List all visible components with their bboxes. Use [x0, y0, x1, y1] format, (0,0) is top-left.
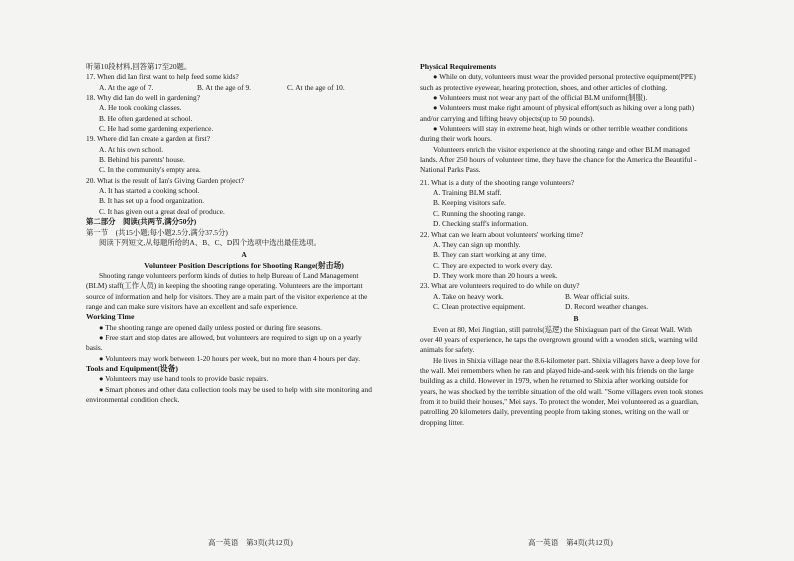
- passage-b-text: [420, 325, 732, 428]
- reading-instruction: 阅读下列短文,从每题所给的A、B、C、D四个选项中选出最佳选项。: [99, 237, 321, 247]
- left-column: [86, 62, 402, 405]
- bullet-line: ● While on duty, volunteers must wear the provided personal protective equipment(PPE): [433, 72, 696, 82]
- paragraph-line: over 40 years of experience, he taps the overgrown ground with a wooden stick, warning wild: [420, 334, 698, 344]
- bullet-line: environmental condition check.: [86, 395, 180, 404]
- answer-option: A. He took cooking classes.: [99, 103, 182, 113]
- question-stem: 21. What is a duty of the shooting range volunteers?: [420, 177, 575, 187]
- bullet-line: lands. After 250 hours of volunteer time, they have the chance for the America the Beautiful -: [420, 155, 697, 165]
- question-stem: 20. What is the result of Ian's Giving Garden project?: [86, 175, 244, 185]
- paragraph-line: source of information and help for visitors. They are a main part of the visitor experience at the: [86, 291, 368, 301]
- right-page-footer: 高一英语 第4页(共12页): [528, 538, 613, 547]
- part2-title: 第二部分 阅读(共两节,满分50分): [86, 217, 197, 227]
- question-stem: 17. When did Ian first want to help feed some kids?: [86, 72, 239, 82]
- left-questions: [86, 72, 402, 217]
- paragraph-line: the wall. Mei remembers when he ran and played hide-and-seek with his friends on the large: [420, 365, 694, 375]
- bullet-line: such as protective eyewear, hearing protection, shoes, and other articles of clothing.: [420, 82, 668, 92]
- paragraph-line: from it to build their houses," Mei says. To protect the wonder, Mei volunteered as a guardian,: [420, 397, 699, 406]
- answer-option: B. They can start working at any time.: [433, 250, 547, 260]
- section1-title: 第一节 (共15小题;每小题2.5分,满分37.5分): [86, 227, 228, 237]
- answer-option: C. It has given out a great deal of produce.: [99, 206, 225, 216]
- tools-heading: Tools and Equipment(设备): [86, 363, 179, 373]
- answer-option: B. Behind his parents' house.: [99, 155, 185, 165]
- working-time-list: [86, 323, 402, 364]
- right-questions: [420, 178, 732, 312]
- paragraph-line: dropping litter.: [420, 417, 464, 427]
- answer-option: C. At the age of 10.: [287, 82, 345, 92]
- bullet-line: ● Free start and stop dates are allowed, but volunteers are required to sign up on a yearly: [99, 332, 362, 342]
- answer-option: C. They are expected to work every day.: [433, 260, 553, 270]
- passage-b-letter: B: [573, 314, 579, 324]
- answer-option: B. It has set up a food organization.: [99, 196, 205, 206]
- bullet-line: during their work hours.: [420, 134, 492, 144]
- answer-option: A. At the age of 7.: [99, 82, 154, 92]
- right-column: [420, 62, 732, 428]
- paragraph-line: patrolling 20 kilometers daily, preventing people from taking stones, writing on the wall or: [420, 407, 689, 417]
- option-row: [420, 292, 732, 302]
- bullet-line: ● Volunteers may use hand tools to provide basic repairs.: [99, 374, 269, 384]
- paragraph-line: years, he was shocked by the terrible situation of the old wall. "Some villagers even took stones: [420, 386, 703, 396]
- left-page-footer: 高一英语 第3页(共12页): [208, 538, 293, 547]
- bullet-line: ● The shooting range are opened daily unless posted or during fire seasons.: [99, 322, 322, 332]
- question-stem: 19. Where did Ian create a garden at first?: [86, 134, 211, 144]
- listening-intro: 听第10段材料,回答第17至20题。: [86, 62, 192, 71]
- option-row: [86, 83, 402, 93]
- answer-option: C. He had some gardening experience.: [99, 124, 214, 134]
- answer-option: D. They work more than 20 hours a week.: [433, 270, 558, 280]
- question-stem: 18. Why did Ian do well in gardening?: [86, 93, 200, 103]
- question-stem: 22. What can we learn about volunteers' working time?: [420, 229, 584, 239]
- paragraph-line: range and can make sure visitors have an excellent and safe experience.: [86, 301, 298, 311]
- option-row: [420, 302, 732, 312]
- paragraph-line: He lives in Shixia village near the 8.6-kilometer part. Shixia villagers have a deep love for: [433, 355, 701, 365]
- bullet-line: ● Volunteers must not wear any part of the official BLM uniform(制服).: [433, 93, 648, 103]
- passage-a-intro: [86, 271, 402, 312]
- answer-option: B. Keeping visitors safe.: [433, 198, 506, 208]
- answer-option: B. Wear official suits.: [565, 291, 630, 301]
- answer-option: A. Training BLM staff.: [433, 188, 502, 198]
- bullet-line: Volunteers enrich the visitor experience at the shooting range and other BLM managed: [433, 144, 690, 154]
- answer-option: D. Checking staff's information.: [433, 219, 528, 229]
- answer-option: A. They can sign up monthly.: [433, 239, 521, 249]
- tools-list: [86, 374, 402, 405]
- answer-option: B. At the age of 9.: [197, 82, 251, 92]
- answer-option: A. At his own school.: [99, 144, 164, 154]
- working-time-heading: Working Time: [86, 312, 135, 322]
- bullet-line: ● Volunteers may work between 1-20 hours per week, but no more than 4 hours per day.: [99, 353, 361, 363]
- paragraph-line: (BLM) staff(工作人员) in keeping the shooting range operating. Volunteers are the important: [86, 281, 363, 291]
- answer-option: C. Running the shooting range.: [433, 208, 526, 218]
- paragraph-line: building as a child. However in 1979, when he returned to Shixia after working outside for: [420, 376, 689, 386]
- answer-option: A. Take on heavy work.: [433, 291, 504, 301]
- answer-option: B. He often gardened at school.: [99, 113, 193, 123]
- answer-option: C. In the community's empty area.: [99, 165, 201, 175]
- passage-a-title: Volunteer Position Descriptions for Shooting Range(射击场): [144, 260, 344, 270]
- question-stem: 23. What are volunteers required to do while on duty?: [420, 281, 580, 291]
- bullet-line: ● Smart phones and other data collection tools may be used to help with site monitoring and: [99, 384, 372, 394]
- passage-a-letter: A: [241, 250, 247, 260]
- paragraph-line: Even at 80, Mei Jingtian, still patrols(巡逻) the Shixiaguan part of the Great Wall. With: [433, 324, 692, 334]
- bullet-line: ● Volunteers will stay in extreme heat, high winds or other terrible weather conditions: [433, 124, 688, 134]
- bullet-line: National Parks Pass.: [420, 165, 481, 175]
- bullet-line: ● Volunteers must make right amount of physical effort(such as hiking over a long path): [433, 103, 695, 113]
- bullet-line: basis.: [86, 343, 103, 353]
- answer-option: C. Clean protective equipment.: [433, 301, 526, 311]
- physical-heading: Physical Requirements: [420, 62, 497, 71]
- bullet-line: and/or carrying and lifting heavy objects(up to 50 pounds).: [420, 113, 595, 123]
- paragraph-line: animals for safety.: [420, 345, 475, 355]
- answer-option: D. Record weather changes.: [565, 301, 649, 311]
- answer-option: A. It has started a cooking school.: [99, 186, 200, 196]
- paragraph-line: Shooting range volunteers perform kinds of duties to help Bureau of Land Management: [99, 270, 359, 280]
- physical-list: [420, 72, 732, 175]
